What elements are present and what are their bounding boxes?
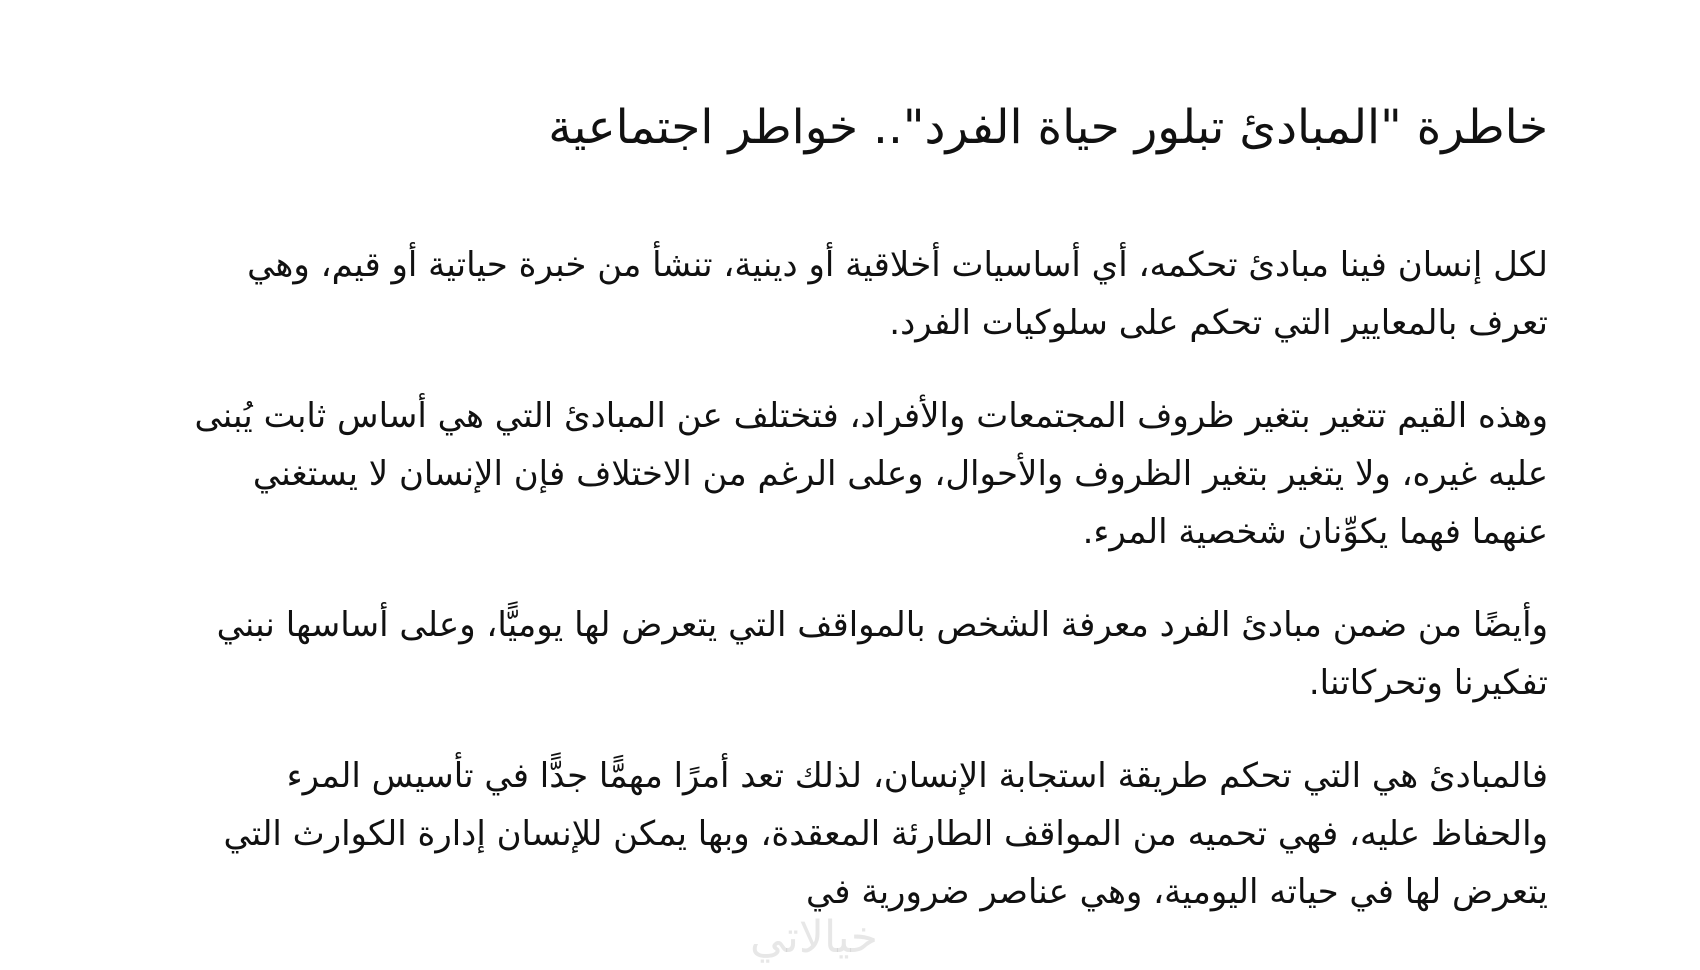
article bbox=[168, 98, 1548, 956]
article-title: خاطرة "المبادئ تبلور حياة الفرد".. خواطر اجتماعية bbox=[548, 100, 1548, 155]
watermark: خيالاتي bbox=[750, 912, 878, 963]
article-paragraph-4: فالمبادئ هي التي تحكم طريقة استجابة الإنسان، لذلك تعد أمرًا مهمًّا جدًّا في تأسيس المرء والحفاظ عليه، فهي تحميه من المواقف الطارئة المعقدة، وبها يمكن للإنسان إدارة الكوارث التي يتعرض لها في حياته اليومية، وهي عناصر ضرورية في bbox=[223, 756, 1548, 912]
article-paragraph-1: لكل إنسان فينا مبادئ تحكمه، أي أساسيات أخلاقية أو دينية، تنشأ من خبرة حياتية أو قيم، وهي تعرف بالمعايير التي تحكم على سلوكيات الفرد. bbox=[247, 245, 1548, 343]
article-paragraph-2: وهذه القيم تتغير بتغير ظروف المجتمعات والأفراد، فتختلف عن المبادئ التي هي أساس ثابت يُبنى عليه غيره، ولا يتغير بتغير الظروف والأحوال، وعلى الرغم من الاختلاف فإن الإنسان لا يستغني عنهما فهما يكوِّنان شخصية المرء. bbox=[194, 396, 1548, 552]
article-paragraph-3: وأيضًا من ضمن مبادئ الفرد معرفة الشخص بالمواقف التي يتعرض لها يوميًّا، وعلى أساسها نبني تفكيرنا وتحركاتنا. bbox=[216, 605, 1548, 703]
